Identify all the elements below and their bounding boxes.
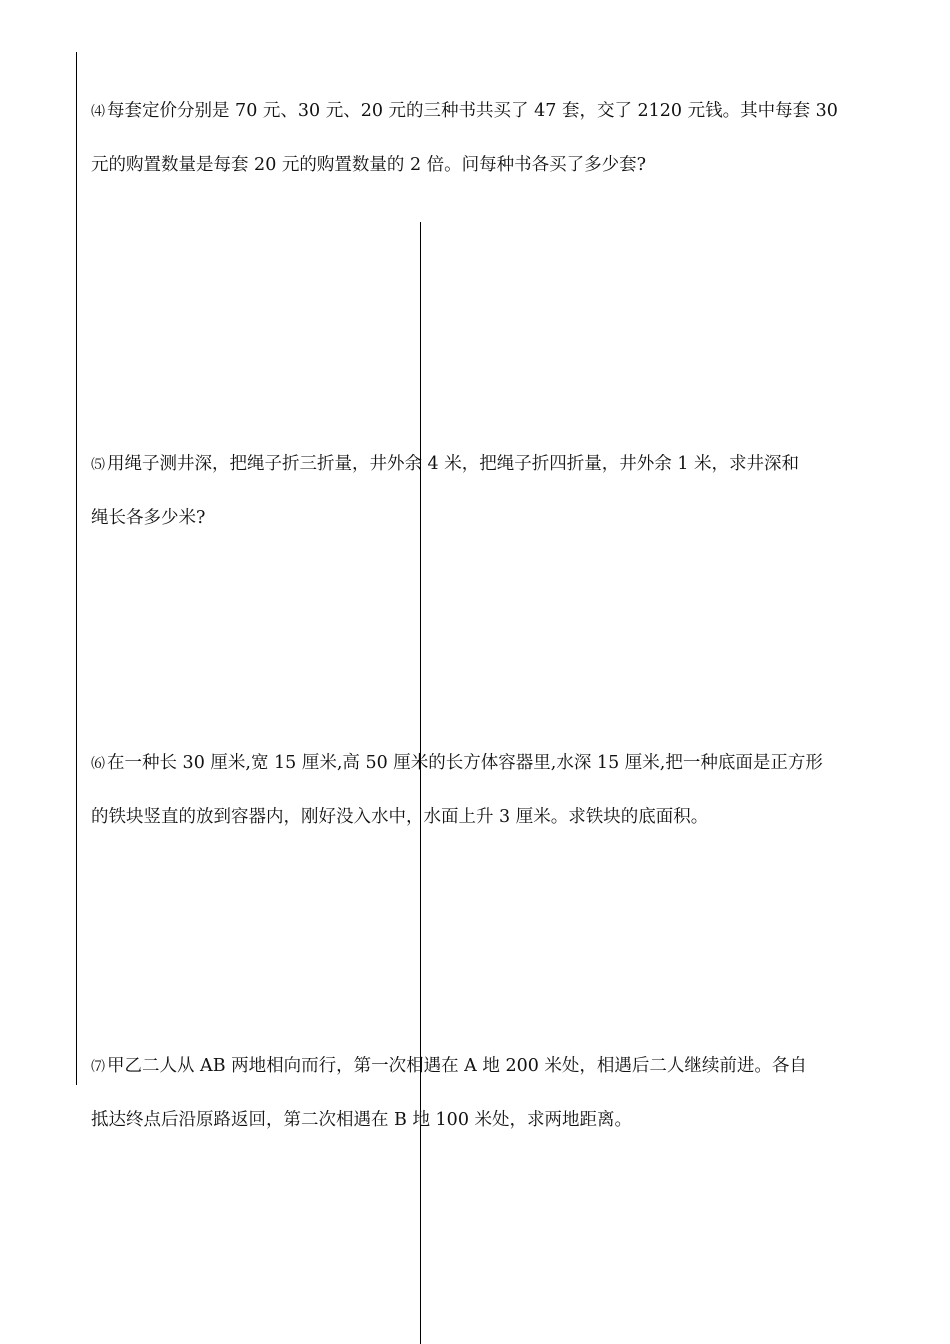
question-number: ⑸ xyxy=(91,457,105,473)
question-line: 绳长各多少米? xyxy=(91,508,206,528)
question-6 xyxy=(91,736,866,844)
question-number: ⑹ xyxy=(91,756,105,772)
question-4 xyxy=(91,84,866,192)
left-margin-line xyxy=(76,52,77,1085)
question-7 xyxy=(91,1039,866,1147)
question-5 xyxy=(91,437,866,545)
question-line: 抵达终点后沿原路返回，第二次相遇在 B 地 100 米处，求两地距离。 xyxy=(91,1110,633,1130)
question-line: 的铁块竖直的放到容器内，刚好没入水中，水面上升 3 厘米。求铁块的底面积。 xyxy=(91,807,709,827)
question-number: ⑷ xyxy=(91,104,105,120)
question-line: 元的购置数量是每套 20 元的购置数量的 2 倍。问每种书各买了多少套? xyxy=(91,155,647,175)
question-text: 在一种长 30 厘米,宽 15 厘米,高 50 厘米的长方体容器里,水深 15 厘米,把一种底面是正方形 xyxy=(107,753,823,773)
question-number: ⑺ xyxy=(91,1059,105,1075)
question-line xyxy=(91,736,866,790)
question-text: 甲乙二人从 AB 两地相向而行，第一次相遇在 A 地 200 米处，相遇后二人继续前进。各自 xyxy=(107,1056,807,1076)
question-text: 用绳子测井深，把绳子折三折量，井外余 4 米，把绳子折四折量，井外余 1 米，求井深和 xyxy=(107,454,800,474)
question-line xyxy=(91,1039,866,1093)
question-text: 每套定价分别是 70 元、30 元、20 元的三种书共买了 47 套，交了 2120 元钱。其中每套 30 xyxy=(107,101,838,121)
question-line xyxy=(91,437,866,491)
question-line xyxy=(91,84,866,138)
